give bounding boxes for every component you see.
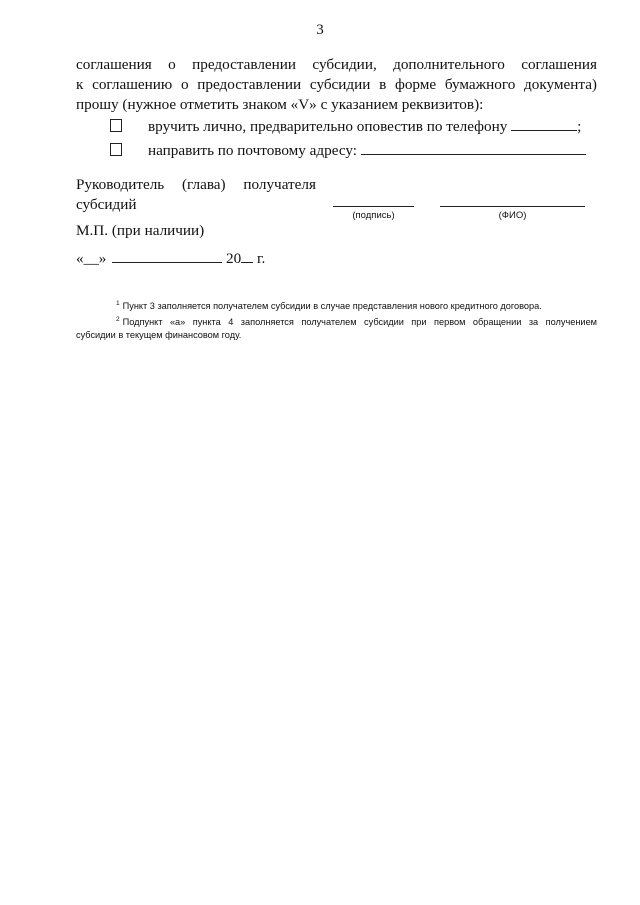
page-number: 3 <box>316 22 324 38</box>
date-line <box>76 249 265 268</box>
checkbox-deliver-personally[interactable] <box>110 119 122 132</box>
date-year-suffix: г. <box>256 250 266 267</box>
date-open-quote: « <box>76 250 84 267</box>
option-mail-address-label: направить по почтовому адресу: <box>148 142 358 159</box>
footnote-2-text-line-2: субсидии в текущем финансовом году. <box>76 330 242 340</box>
footnote-2-text-line-1: Подпункт «а» пункта 4 заполняется получателем субсидии при первом обращении за получением <box>122 317 597 327</box>
postal-address-blank-field[interactable] <box>361 141 586 155</box>
date-day-blank[interactable]: __ <box>83 250 99 267</box>
footnote-1-mark: 1 <box>116 300 120 307</box>
stamp-place-label: М.П. (при наличии) <box>76 222 205 239</box>
footnote-1-text: Пункт 3 заполняется получателем субсидии в случае представления нового кредитного договора. <box>122 301 542 311</box>
date-month-blank-field[interactable] <box>112 249 222 263</box>
footnote-2-mark: 2 <box>116 316 120 323</box>
option-deliver-personally-suffix: ; <box>577 118 582 135</box>
request-paragraph <box>76 55 597 115</box>
full-name-caption: (ФИО) <box>498 210 527 221</box>
checkbox-mail-address[interactable] <box>110 143 122 156</box>
footnote-1 <box>76 297 597 313</box>
signatory-label-line-1: Руководитель (глава) получателя <box>76 176 316 193</box>
paragraph-line-3: прошу (нужное отметить знаком «V» с указанием реквизитов): <box>76 96 484 113</box>
option-deliver-personally[interactable] <box>110 117 600 137</box>
footnote-2-line-1 <box>76 313 597 329</box>
date-close-quote: » <box>98 250 107 267</box>
option-deliver-personally-label: вручить лично, предварительно оповестив по телефону <box>148 118 508 135</box>
signatory-label <box>76 175 316 215</box>
phone-blank-field[interactable] <box>511 117 577 131</box>
full-name-blank-line[interactable] <box>440 206 585 207</box>
signature-caption: (подпись) <box>352 210 395 221</box>
paragraph-line-2: к соглашению о предоставлении субсидии в форме бумажного документа) <box>76 76 597 93</box>
option-mail-address[interactable] <box>110 141 600 161</box>
date-year-prefix: 20 <box>225 250 242 267</box>
date-year-blank-field[interactable] <box>241 249 253 263</box>
signatory-label-line-2: субсидий <box>76 196 137 213</box>
signature-blank-line[interactable] <box>333 206 414 207</box>
footnotes <box>76 297 597 342</box>
paragraph-line-1: соглашения о предоставлении субсидии, дополнительного соглашения <box>76 56 597 73</box>
